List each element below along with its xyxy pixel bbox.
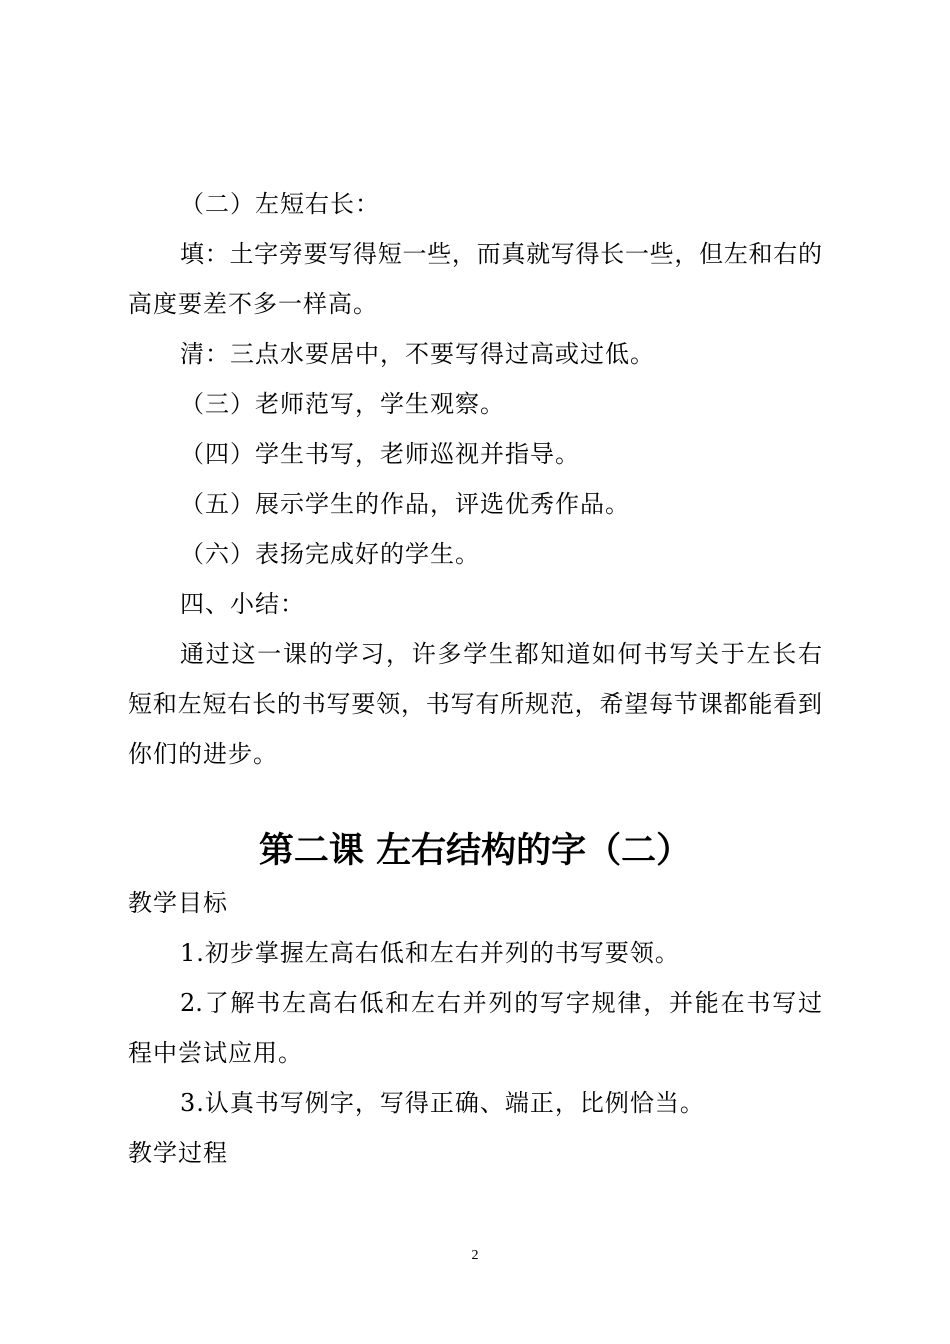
page-number: 2 bbox=[471, 1248, 479, 1263]
paragraph-line: 填：土字旁要写得短一些，而真就写得长一些，但左和右的 bbox=[180, 240, 822, 268]
section-heading-process: 教学过程 bbox=[128, 1139, 228, 1167]
paragraph-line: （五）展示学生的作品，评选优秀作品。 bbox=[180, 490, 630, 518]
paragraph-line: 清：三点水要居中，不要写得过高或过低。 bbox=[180, 340, 655, 368]
lesson-title: 第二课 左右结构的字（二） bbox=[258, 830, 692, 871]
section-heading-goals: 教学目标 bbox=[128, 889, 228, 917]
goal-item-continued: 程中尝试应用。 bbox=[128, 1039, 303, 1067]
paragraph-line: 你们的进步。 bbox=[128, 740, 278, 768]
subsection-heading: （二）左短右长： bbox=[180, 190, 380, 218]
paragraph-line: 短和左短右长的书写要领，书写有所规范，希望每节课都能看到 bbox=[128, 690, 822, 718]
goal-item: 2.了解书左高右低和左右并列的写字规律，并能在书写过 bbox=[180, 989, 822, 1017]
goal-item: 1.初步掌握左高右低和左右并列的书写要领。 bbox=[180, 939, 680, 967]
goal-item: 3.认真书写例字，写得正确、端正，比例恰当。 bbox=[180, 1089, 705, 1117]
paragraph-line: 通过这一课的学习，许多学生都知道如何书写关于左长右 bbox=[180, 640, 822, 668]
paragraph-line: （六）表扬完成好的学生。 bbox=[180, 540, 480, 568]
paragraph-line: （三）老师范写，学生观察。 bbox=[180, 390, 505, 418]
paragraph-line: （四）学生书写，老师巡视并指导。 bbox=[180, 440, 580, 468]
paragraph-line: 高度要差不多一样高。 bbox=[128, 290, 378, 318]
subsection-heading: 四、小结： bbox=[180, 590, 305, 618]
